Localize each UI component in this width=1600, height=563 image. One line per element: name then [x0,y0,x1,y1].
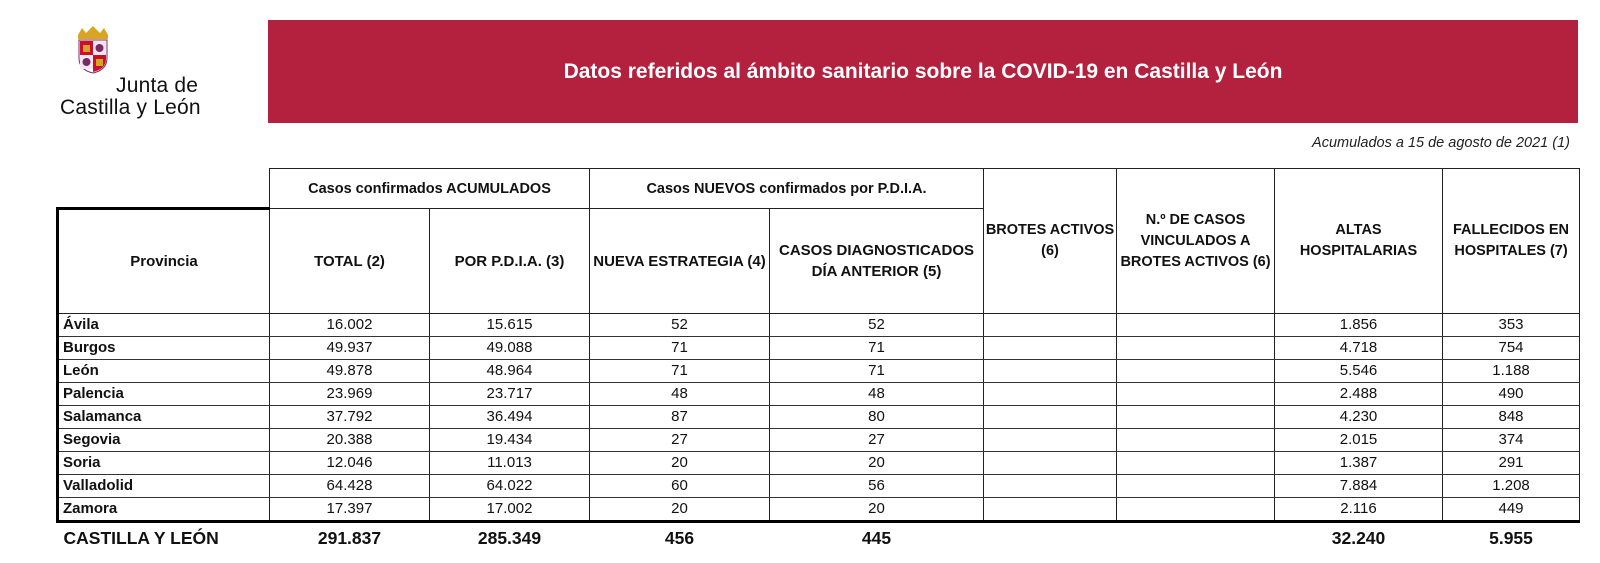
cell-provincia: Segovia [58,429,270,452]
cell-pdia: 48.964 [430,360,590,383]
cell-pdia: 36.494 [430,406,590,429]
header-pdia: POR P.D.I.A. (3) [430,209,590,314]
cell-total: 49.937 [270,337,430,360]
date-note: Acumulados a 15 de agosto de 2021 (1) [1312,135,1570,151]
cell-total: 12.046 [270,452,430,475]
covid-data-table [56,168,1580,554]
cell-nueva-estrategia: 71 [590,337,770,360]
cell-total: 16.002 [270,314,430,337]
cell-total: 64.428 [270,475,430,498]
total-cell-fallecidos: 5.955 [1489,527,1533,548]
cell-vinculados [1117,452,1275,475]
cell-vinculados [1117,429,1275,452]
cell-provincia: Soria [58,452,270,475]
header-provincia: Provincia [58,209,270,314]
cell-vinculados [1117,360,1275,383]
group-header-acumulados: Casos confirmados ACUMULADOS [270,169,590,209]
group-header-row [58,169,1580,209]
cell-brotes [984,337,1117,360]
cell-fallecidos: 754 [1443,337,1580,360]
total-cell-pdia: 285.349 [477,527,542,548]
table-row [58,475,1580,498]
cell-fallecidos: 848 [1443,406,1580,429]
cell-vinculados [1117,383,1275,406]
cell-pdia: 19.434 [430,429,590,452]
cell-vinculados [1117,498,1275,522]
total-cell-casos-diagnosticados: 445 [861,527,892,548]
cell-altas: 7.884 [1275,475,1443,498]
table-row [58,360,1580,383]
cell-provincia: Ávila [58,314,270,337]
header-brotes: BROTES ACTIVOS (6) [984,169,1117,314]
total-cell-provincia: CASTILLA Y LEÓN [63,527,219,548]
cell-pdia: 49.088 [430,337,590,360]
cell-provincia: Valladolid [58,475,270,498]
cell-total: 20.388 [270,429,430,452]
cell-brotes [984,314,1117,337]
cell-brotes [984,406,1117,429]
cell-vinculados [1117,406,1275,429]
cell-altas: 4.718 [1275,337,1443,360]
total-cell-nueva-estrategia: 456 [664,527,695,548]
cell-provincia: Zamora [58,498,270,522]
table-row [58,383,1580,406]
cell-altas: 1.856 [1275,314,1443,337]
cell-provincia: Burgos [58,337,270,360]
header-altas: ALTAS HOSPITALARIAS [1275,169,1443,314]
cell-fallecidos: 291 [1443,452,1580,475]
cell-provincia: León [58,360,270,383]
group-header-blank [58,169,270,209]
cell-altas: 5.546 [1275,360,1443,383]
cell-vinculados [1117,475,1275,498]
cell-altas: 2.116 [1275,498,1443,522]
cell-fallecidos: 1.188 [1443,360,1580,383]
cell-pdia: 15.615 [430,314,590,337]
cell-fallecidos: 1.208 [1443,475,1580,498]
cell-casos-diagnosticados: 71 [770,360,984,383]
cell-vinculados [1117,314,1275,337]
cell-pdia: 17.002 [430,498,590,522]
cell-casos-diagnosticados: 80 [770,406,984,429]
cell-total: 23.969 [270,383,430,406]
cell-fallecidos: 353 [1443,314,1580,337]
total-cell-brotes [984,522,1117,554]
header-casos-diagnosticados: CASOS DIAGNOSTICADOS DÍA ANTERIOR (5) [770,209,984,314]
total-row [58,522,1580,554]
cell-brotes [984,429,1117,452]
cell-nueva-estrategia: 27 [590,429,770,452]
total-cell-altas: 32.240 [1331,527,1386,548]
cell-vinculados [1117,337,1275,360]
cell-casos-diagnosticados: 56 [770,475,984,498]
cell-nueva-estrategia: 60 [590,475,770,498]
cell-provincia: Palencia [58,383,270,406]
cell-total: 49.878 [270,360,430,383]
table-row [58,337,1580,360]
cell-altas: 2.015 [1275,429,1443,452]
table-row [58,498,1580,522]
cell-altas: 1.387 [1275,452,1443,475]
header-fallecidos: FALLECIDOS EN HOSPITALES (7) [1443,169,1580,314]
table-row [58,429,1580,452]
cell-casos-diagnosticados: 71 [770,337,984,360]
group-header-nuevos: Casos NUEVOS confirmados por P.D.I.A. [590,169,984,209]
cell-fallecidos: 449 [1443,498,1580,522]
cell-pdia: 11.013 [430,452,590,475]
header-nueva-estrategia: NUEVA ESTRATEGIA (4) [590,209,770,314]
total-cell-vinculados [1117,522,1275,554]
cell-casos-diagnosticados: 20 [770,498,984,522]
cell-casos-diagnosticados: 52 [770,314,984,337]
logo-text-line2: Castilla y León [60,96,201,119]
cell-brotes [984,452,1117,475]
header-vinculados: N.º DE CASOS VINCULADOS A BROTES ACTIVOS (6) [1117,169,1275,314]
cell-brotes [984,498,1117,522]
table-row [58,452,1580,475]
banner-title: Datos referidos al ámbito sanitario sobre la COVID-19 en Castilla y León [563,59,1283,83]
table-row [58,406,1580,429]
table-row [58,314,1580,337]
cell-casos-diagnosticados: 48 [770,383,984,406]
cell-altas: 2.488 [1275,383,1443,406]
title-banner [268,20,1578,123]
total-cell-total: 291.837 [317,527,382,548]
cell-fallecidos: 490 [1443,383,1580,406]
cell-nueva-estrategia: 20 [590,498,770,522]
cell-nueva-estrategia: 71 [590,360,770,383]
cell-total: 17.397 [270,498,430,522]
cell-casos-diagnosticados: 20 [770,452,984,475]
cell-nueva-estrategia: 20 [590,452,770,475]
cell-nueva-estrategia: 48 [590,383,770,406]
cell-provincia: Salamanca [58,406,270,429]
cell-nueva-estrategia: 87 [590,406,770,429]
junta-logo [58,26,218,118]
cell-casos-diagnosticados: 27 [770,429,984,452]
cell-nueva-estrategia: 52 [590,314,770,337]
cell-pdia: 23.717 [430,383,590,406]
cell-brotes [984,360,1117,383]
coat-of-arms-icon [70,26,116,74]
cell-altas: 4.230 [1275,406,1443,429]
header-total: TOTAL (2) [270,209,430,314]
cell-brotes [984,475,1117,498]
cell-total: 37.792 [270,406,430,429]
logo-text-line1: Junta de [116,74,199,97]
cell-pdia: 64.022 [430,475,590,498]
cell-fallecidos: 374 [1443,429,1580,452]
cell-brotes [984,383,1117,406]
